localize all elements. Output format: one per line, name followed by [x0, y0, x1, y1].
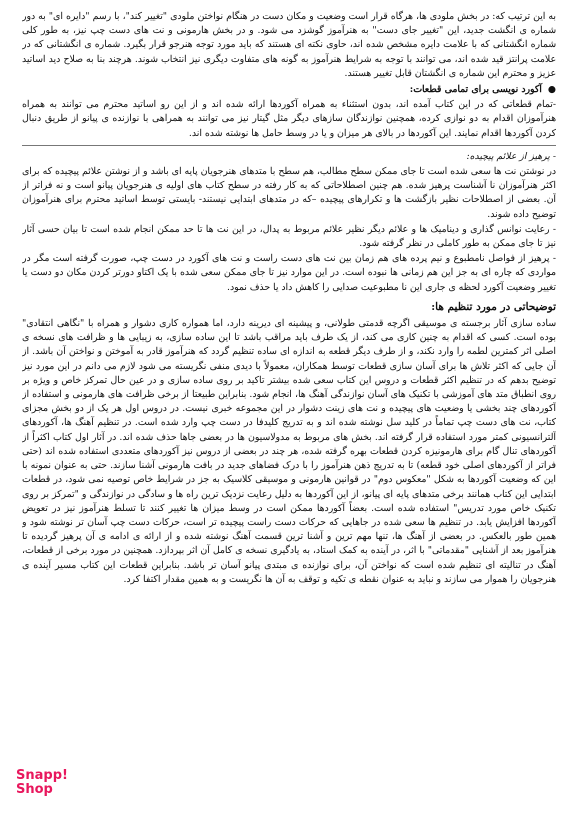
logo-line-1: Snapp! [16, 768, 68, 783]
intro-section [22, 10, 556, 81]
arrangements-paragraph: ساده سازی آثار برجسته ی موسیقی اگرچه قدمتی طولانی، و پیشینه ای دیرینه دارد، اما همواره کاری دشوار و همراه با "نگاهی انتقادی" بوده است. کسی که اقدام به چنین کاری می کند، از یک طرف باید مراقب باشد تا این ساده سازی، به زیبایی ها و ظرافت های نسخه ی اصلی اثر کمترین لطمه را وارد نکند، و از طرف دیگر قطعه به اندازه ای ساده تنظیم گردد که هنرآموز قادر به آموختن و نواختن آن باشد. از آن جایی که اکثر تلاش ها برای آسان سازی قطعات توسط همکاران، معمولاً با دیدی منفی نگریسته می شود لازم می دانم در این مورد نیز توضیح بدهم که در تنظیم اکثر قطعات و دروس این کتاب سعی شده بیشتر تاکید بر روی ساده سازی و در عین حال تمرکز خاص و ویژه بر روی انطباق متد های آموزشی با تکنیک های آسان نوازندگی آهنگ ها، انجام شود. بنابراین طبیعتا از برخی ظرافت های هارمونی و استفاده از آکوردهای چند بخشی یا وضعیت های پیچیده و نت های زینت دشوار در این مجموعه خبری نیست. در دروس اول هر یک از دو بخش مجزای کتاب، نت های دست چپ تماماً در کلید سل نوشته شده اند و به تدریج کلیدفا در دست چپ وارد شده است. در تنظیم آهنگ ها، آکوردهای آلترانسیونی کمتر مورد استفاده قرار گرفته اند. بخش های مربوط به مدولاسیون ها در بعضی جاها حذف شده اند. در آثار اول کتاب اکثراً از آکوردهای تنال گام برای هارمونیزه کردن قطعات بهره گرفته شده، هر چند در بعضی از دروس نیز آکوردهای متعددی استفاده شده اند (حتی فراتر از آکوردهای اصلی خود قطعه) تا به تدریج ذهن هنرآموز را با درک فضاهای جدید در بافت هارمونی آشنا سازند. حتی به عنوان نمونه با این که وضعیت آکوردها به شکل "معکوس دوم" در قوانین هارمونی و موسیقی کلاسیک به جز در شرایط خاص توصیه نمی شود، در قطعات ابتدایی این کتاب همانند برخی متدهای پایه ای پیانو، از این آکوردها به دلیل رعایت نزدیک ترین راه ها و سادگی در نوازندگی و "تمرکز بر روی تکنیک خاص مورد تدریس" استفاده شده است. بعضاً آکوردها ممکن است در وسط میزان ها تغییر کنند تا تسلط هنرآموز نیز در تعویض آکوردها افزایش یابد. در تنظیم ها سعی شده در جاهایی که حرکات دست راست پیچیده تر است، حرکات دست چپ آسان تر نوشته شود و همین طور بالعکس. در بعضی از آهنگ ها، تنها مهم ترین و آشنا ترین قسمت آهنگ نوشته شده و از ارائه ی ادامه ی آن پرهیز گردیده تا هنرآموز بعد از آشنایی "مقدماتی" با اثر، در آینده به کمک استاد، به یادگیری نسخه ی کامل آن اثر بپردازد. همچنین در مورد برخی از قطعات، آهنگ در تنالیته ای تنظیم شده است که نواختن آن، برای نوازنده ی مبتدی پیانو آسان تر باشد. بنابراین قطعات این کتاب مسیر آینده ی هنرجویان را هموار می سازند و نباید به عنوان نقطه ی تکیه و توقف به آن ها نگریست و به همین مقدار اکتفا کرد. [22, 318, 556, 585]
divider [22, 145, 556, 146]
chord-writing-heading [22, 83, 556, 97]
bullet-icon: ● [547, 84, 556, 96]
signs-paragraph: در نوشتن نت ها سعی شده است تا جای ممکن سطح مطالب، هم سطح با متدهای هنرجویان پایه ای باشد و از نوشتن علائم پیچیده که برای اکثر هنرآموزان نا آشناست پرهیز شده. هم چنین اصطلاحاتی که به کار رفته در سطح کتاب های اولیه ی هنرجویان پیانو است و نه فراتر از آن. بعضی از اصطلاحات نظیر بازگشت ها و تکرارهای پیچیده –که در متدهای ابتدایی نیستند- بایستی توسط اساتید محترم برای هنرآموزان توضیح داده شوند. [22, 166, 556, 220]
logo-line-2: Shop [16, 782, 53, 797]
complex-signs-heading: - پرهیز از علائم پیچیده: [466, 150, 556, 162]
signs-paragraph: - رعایت نوانس گذاری و دینامیک ها و علائم دیگر نظیر علائم مربوط به پدال، در این نت ها تا حد ممکن انجام شده است تا بیان حسی آثار نیز تا جای ممکن به طور کاملی در نظر گرفته شود. [22, 223, 556, 250]
snapp-shop-logo [16, 769, 72, 803]
intro-paragraph: به این ترتیب که: در بخش ملودی ها، هرگاه قرار است وضعیت و مکان دست در هنگام نواختن ملودی "تغییر کند"، با رسم "دایره ای" به دور شماره ی انگشت جدید، این "تغییر جای دست" به هنرآموز گوشزد می شود. و در بخش هارمونی و نت های دست چپ نیز، به طور کلی شماره انگشتانی که با علامت دایره مشخص شده اند، حاوی نکته ای هستند که باید مورد توجه هنرجو قرار بگیرد. شماره ی انگشتانی که در علامت پرانتز قید شده اند، می توانند با توجه به شرایط هنرآموز به گونه های متفاوت دیگری نیز انتخاب شوند. هرچند بنا به صلاح دید اساتید عزیز و محترم این شماره ی انگشتان قابل تغییر هستند. [22, 11, 556, 79]
chords-paragraph: -تمام قطعاتی که در این کتاب آمده اند، بدون استثناء به همراه آکوردها ارائه شده اند و از این رو اساتید محترم می توانند به همراه هنرآموزان اقدام به دو نوازی کرده، همچنین نوازندگان سازهای دیگر مثل گیتار نیز می توانند به همراهی با نوازنده ی پیانو از طریق دنبال کردن آکوردها اقدام نمایند. این آکوردها در بالای هر میزان و یا در وسط حامل ها نوشته شده اند. [22, 99, 556, 139]
signs-paragraph: - پرهیز از فواصل نامطبوع و نیم پرده های هم زمان بین نت های دست راست و نت های آکورد در دست چپ، صورت گرفته است مگر در مواردی که چاره ای به جز این هم زمانی ها نبوده است. در این موارد نیز تا جای ممکن سعی شده با یک اکتاو دورتر کردن مکان دو دست یا تغییر وضعیت آکورد لحظه ی جاری این نا مطبوعیت صدایی را کاهش داد یا حذف نمود. [22, 253, 556, 293]
document-page [22, 10, 556, 761]
arrangements-section-title: توضیحاتی در مورد تنظیم ها: [431, 300, 556, 313]
chord-writing-heading-text: آکورد نویسی برای تمامی قطعات: [409, 84, 542, 96]
